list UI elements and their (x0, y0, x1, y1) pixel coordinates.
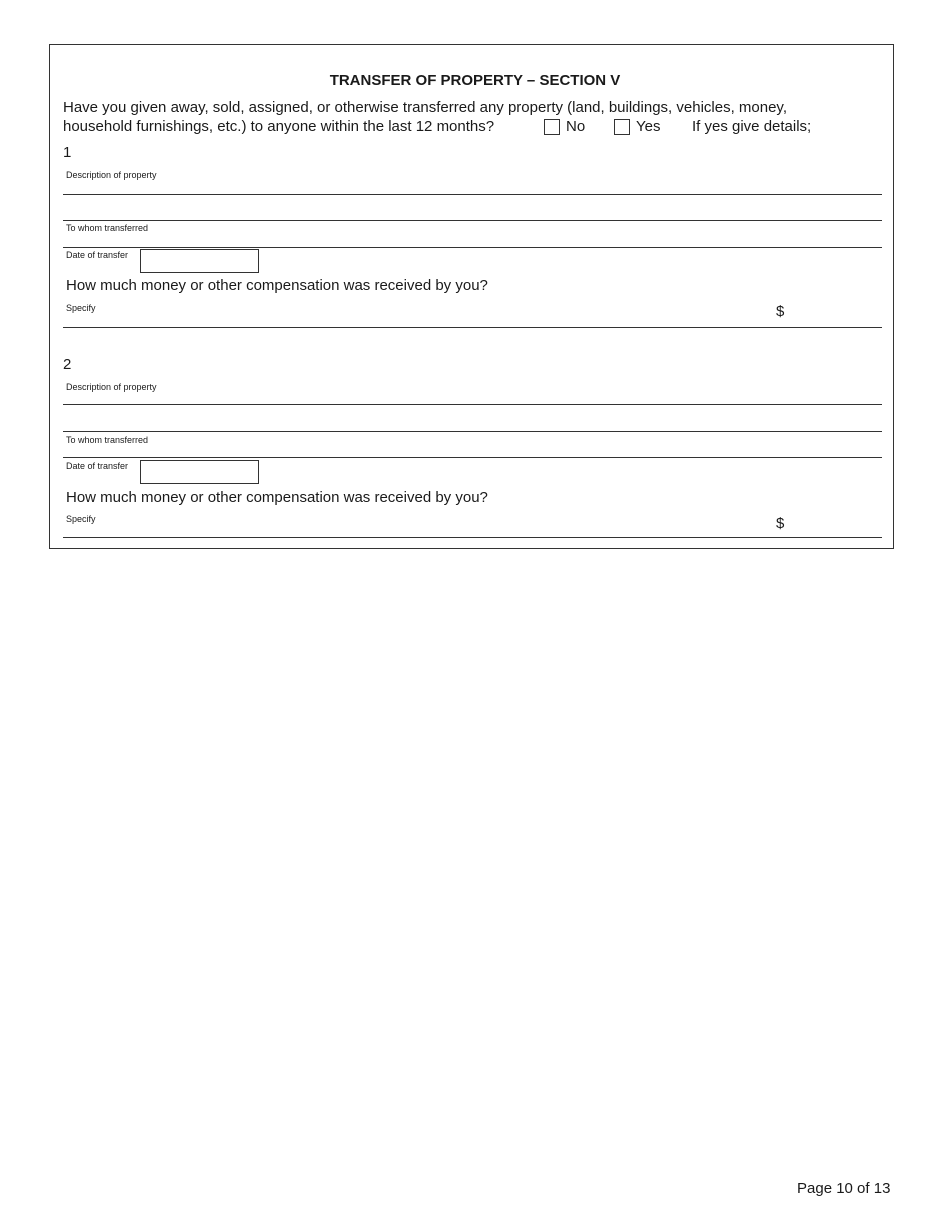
compensation-question: How much money or other compensation was received by you? (66, 277, 488, 294)
description-of-property-field[interactable] (63, 176, 882, 194)
specify-field[interactable] (63, 308, 763, 326)
date-of-transfer-label: Date of transfer (66, 250, 129, 260)
compensation-amount-field[interactable] (792, 308, 882, 326)
date-of-transfer-field[interactable] (140, 460, 259, 484)
transfer-question-line-1: Have you given away, sold, assigned, or otherwise transferred any property (land, buildings, vehicles, money, (63, 99, 787, 116)
specify-field[interactable] (63, 518, 763, 536)
description-line (63, 194, 882, 195)
description-line (63, 404, 882, 405)
description-of-property-label: Description of property (66, 170, 157, 180)
dollar-sign: $ (776, 303, 785, 320)
to-whom-transferred-label: To whom transferred (66, 435, 149, 445)
description-of-property-label: Description of property (66, 382, 157, 392)
details-prompt: If yes give details; (692, 118, 812, 135)
compensation-question: How much money or other compensation was received by you? (66, 489, 488, 506)
description-line-continued (63, 220, 882, 221)
entry-number: 1 (63, 144, 72, 161)
specify-label: Specify (66, 303, 96, 313)
page-number: Page 10 of 13 (797, 1180, 891, 1197)
to-whom-line (63, 247, 882, 248)
description-line-continued (63, 431, 882, 432)
specify-line (63, 537, 882, 538)
dollar-sign: $ (776, 515, 785, 532)
transfer-question-line-2: household furnishings, etc.) to anyone within the last 12 months? (63, 118, 495, 135)
specify-line (63, 327, 882, 328)
section-title: TRANSFER OF PROPERTY – SECTION V (329, 72, 621, 89)
no-checkbox[interactable] (544, 119, 560, 135)
yes-label: Yes (636, 118, 661, 135)
date-of-transfer-field[interactable] (140, 249, 259, 273)
to-whom-transferred-field[interactable] (63, 438, 882, 456)
entry-number: 2 (63, 356, 72, 373)
description-of-property-field-continued[interactable] (63, 412, 882, 430)
description-of-property-field-continued[interactable] (63, 201, 882, 219)
description-of-property-field[interactable] (63, 386, 882, 404)
to-whom-transferred-field[interactable] (63, 228, 882, 246)
specify-label: Specify (66, 514, 96, 524)
to-whom-line (63, 457, 882, 458)
no-label: No (566, 118, 586, 135)
compensation-amount-field[interactable] (792, 518, 882, 536)
yes-checkbox[interactable] (614, 119, 630, 135)
date-of-transfer-label: Date of transfer (66, 461, 129, 471)
to-whom-transferred-label: To whom transferred (66, 223, 149, 233)
